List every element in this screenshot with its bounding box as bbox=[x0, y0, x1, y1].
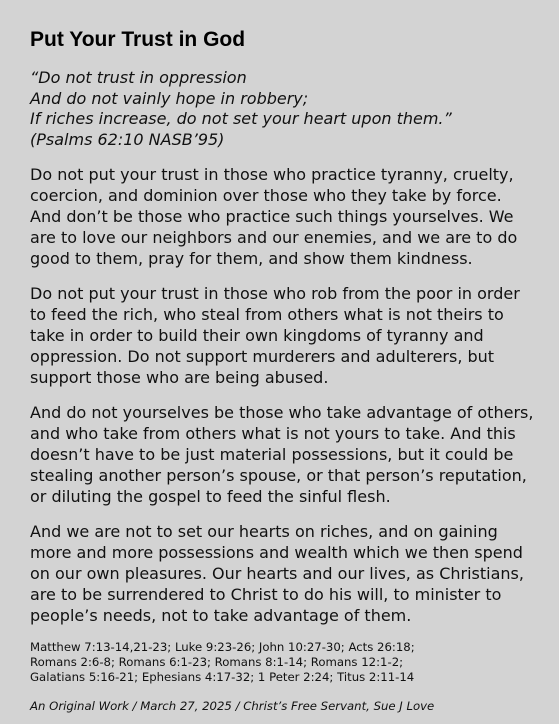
reference-line: Matthew 7:13-14,21-23; Luke 9:23-26; John 10:27-30; Acts 26:18; bbox=[30, 640, 415, 654]
page-title: Put Your Trust in God bbox=[30, 28, 246, 51]
author-footer: An Original Work / March 27, 2025 / Christ’s Free Servant, Sue J Love bbox=[30, 699, 435, 713]
scripture-references bbox=[30, 640, 537, 685]
quote-line: And do not vainly hope in robbery; bbox=[30, 88, 309, 108]
body-paragraph: Do not put your trust in those who practice tyranny, cruelty, coercion, and dominion over those who they take by force. And don’t be those who practice such things yourselves. We are to love our neighbors and our enemies, and we are to do good to them, pray for them, and show them kindness. bbox=[30, 165, 518, 268]
reference-line: Galatians 5:16-21; Ephesians 4:17-32; 1 Peter 2:24; Titus 2:11-14 bbox=[30, 670, 415, 684]
body-paragraph: And we are not to set our hearts on riches, and on gaining more and more possessions and wealth which we then spend on our own pleasures. Our hearts and our lives, as Christians, are to be surrendered to Christ to do his will, to minister to people’s needs, not to take advantage of them. bbox=[30, 522, 524, 625]
quote-citation: (Psalms 62:10 NASB’95) bbox=[30, 129, 225, 149]
quote-line: “Do not trust in oppression bbox=[30, 68, 247, 87]
reference-line: Romans 2:6-8; Romans 6:1-23; Romans 8:1-14; Romans 12:1-2; bbox=[30, 655, 404, 669]
quote-line: If riches increase, do not set your heart upon them.” bbox=[30, 109, 452, 128]
body-paragraph: And do not yourselves be those who take advantage of others, and who take from others what is not yours to take. And this doesn’t have to be just material possessions, but it could be stealing another person’s spouse, or that person’s reputation, or diluting the gospel to feed the sinful flesh. bbox=[30, 403, 534, 506]
body-paragraph: Do not put your trust in those who rob from the poor in order to feed the rich, who steal from others what is not theirs to take in order to build their own kingdoms of tyranny and oppression. Do not support murderers and adulterers, but support those who are being abused. bbox=[30, 284, 520, 387]
scripture-quote bbox=[30, 68, 537, 150]
